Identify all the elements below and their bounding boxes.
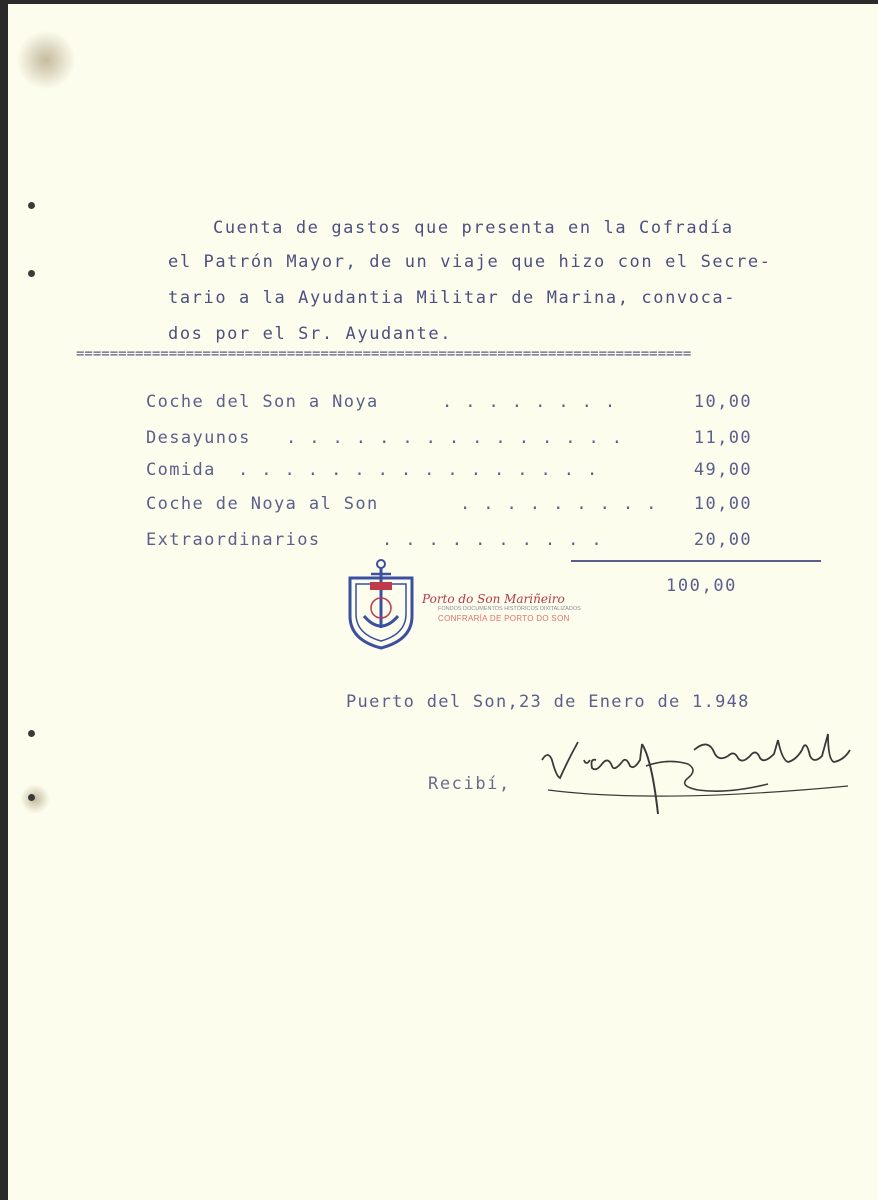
expense-row — [146, 392, 766, 416]
expense-dots: . . . . . . . . . . — [382, 530, 604, 550]
header-line-4: dos por el Sr. Ayudante. — [168, 324, 453, 344]
header-line-2: el Patrón Mayor, de un viaje que hizo con el Secre- — [168, 252, 772, 272]
expense-label: Coche de Noya al Son — [146, 494, 379, 514]
archive-seal — [344, 556, 418, 650]
received-label: Recibí, — [428, 774, 511, 794]
expense-row — [146, 460, 766, 484]
expense-row — [146, 428, 766, 452]
expense-label: Extraordinarios — [146, 530, 321, 550]
expense-amount: 10,00 — [693, 494, 752, 514]
punch-hole — [28, 202, 35, 209]
expense-row — [146, 494, 766, 518]
expense-dots: . . . . . . . . . — [460, 494, 658, 514]
punch-hole — [28, 270, 35, 277]
header-line-1: Cuenta de gastos que presenta en la Cofradía — [213, 218, 734, 238]
sum-rule — [571, 560, 821, 562]
punch-hole — [28, 730, 35, 737]
expense-amount: 10,00 — [693, 392, 752, 412]
watermark-brand: Porto do Son Mariñeiro — [422, 592, 565, 606]
expense-amount: 11,00 — [693, 428, 752, 448]
expense-dots: . . . . . . . . . . . . . . . . — [238, 460, 599, 480]
handwritten-signature-icon — [538, 720, 858, 820]
signature — [538, 720, 858, 820]
header-line-3: tario a la Ayudantia Militar de Marina, convoca- — [168, 288, 737, 308]
paper-stain — [20, 784, 50, 814]
expense-dots: . . . . . . . . . . . . . . . — [286, 428, 624, 448]
expense-label: Coche del Son a Noya — [146, 392, 379, 412]
expense-label: Comida — [146, 460, 216, 480]
expense-dots: . . . . . . . . — [442, 392, 617, 412]
expense-amount: 20,00 — [693, 530, 752, 550]
watermark-org: CONFRARÍA DE PORTO DO SON — [438, 614, 570, 623]
expense-label: Desayunos — [146, 428, 251, 448]
anchor-seal-icon — [344, 556, 418, 650]
separator-line: ========================================================================= — [76, 346, 692, 362]
paper-stain — [16, 30, 76, 90]
expense-row — [146, 530, 766, 554]
place-date: Puerto del Son,23 de Enero de 1.948 — [346, 692, 750, 712]
watermark-subtitle: FONDOS DOCUMENTOS HISTÓRICOS DIXITALIZADOS — [438, 606, 581, 612]
punch-hole — [28, 794, 35, 801]
total-amount: 100,00 — [666, 576, 738, 596]
expense-amount: 49,00 — [693, 460, 752, 480]
